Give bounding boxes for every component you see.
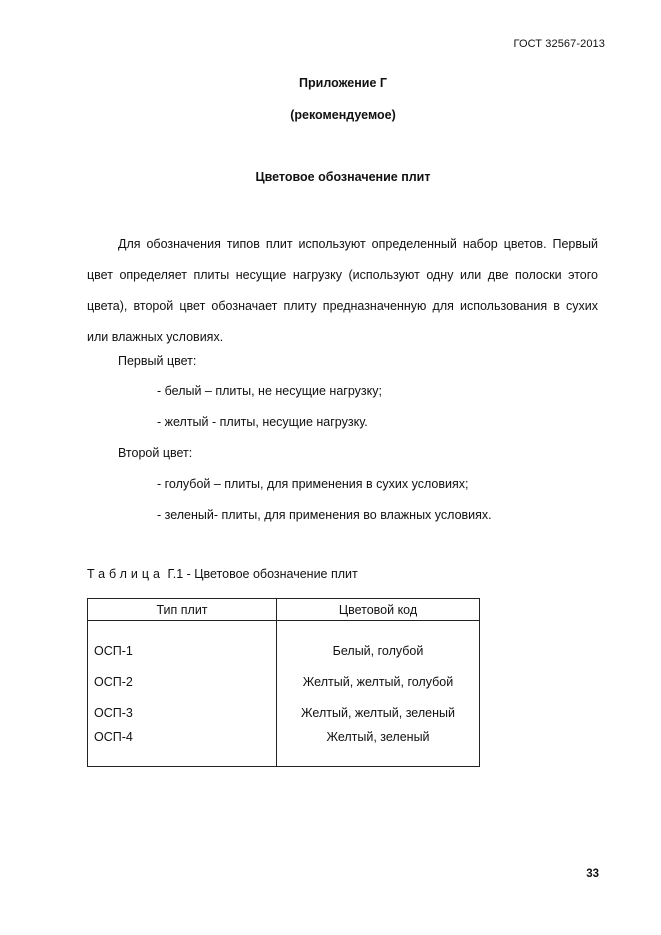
appendix-subtitle: (рекомендуемое): [290, 108, 396, 122]
list-item: - белый – плиты, не несущие нагрузку;: [157, 384, 382, 398]
table-header-row: [88, 599, 480, 621]
table-caption-word: Таблица: [87, 567, 165, 581]
body-paragraph: Для обозначения типов плит используют определенный набор цветов. Первый цвет определяет плиты несущие нагрузку (используют одну или две полоски этого цвета), второй цвет обозначает плиту предназначенную для использования в сухих или влажных условиях.: [87, 237, 598, 344]
header-plate-type: Тип плит: [88, 599, 277, 621]
table-row: [88, 635, 480, 666]
color-code-cell: Желтый, зеленый: [277, 728, 480, 767]
color-code-cell: Желтый, желтый, голубой: [277, 666, 480, 697]
table-caption-text: Г.1 - Цветовое обозначение плит: [164, 567, 358, 581]
table-caption: [87, 567, 358, 581]
list-item: - зеленый- плиты, для применения во влажных условиях.: [157, 508, 492, 522]
color-code-cell: Белый, голубой: [277, 635, 480, 666]
list-item: - желтый - плиты, несущие нагрузку.: [157, 415, 368, 429]
color-code-table: [87, 598, 480, 767]
table-row: [88, 697, 480, 728]
plate-type-cell: ОСП-3: [88, 697, 277, 728]
table-row: [88, 666, 480, 697]
plate-type-cell: ОСП-4: [88, 728, 277, 767]
table-row: [88, 728, 480, 767]
document-code: ГОСТ 32567-2013: [513, 38, 605, 50]
first-color-label: Первый цвет:: [118, 354, 197, 368]
list-item: - голубой – плиты, для применения в сухих условиях;: [157, 477, 469, 491]
page-number: 33: [586, 868, 599, 880]
color-code-cell: Желтый, желтый, зеленый: [277, 697, 480, 728]
plate-type-cell: ОСП-2: [88, 666, 277, 697]
second-color-label: Второй цвет:: [118, 446, 193, 460]
section-heading: Цветовое обозначение плит: [255, 170, 431, 184]
header-color-code: Цветовой код: [277, 599, 480, 621]
table-spacer-row: [88, 621, 480, 636]
appendix-title: Приложение Г: [299, 76, 387, 90]
plate-type-cell: ОСП-1: [88, 635, 277, 666]
